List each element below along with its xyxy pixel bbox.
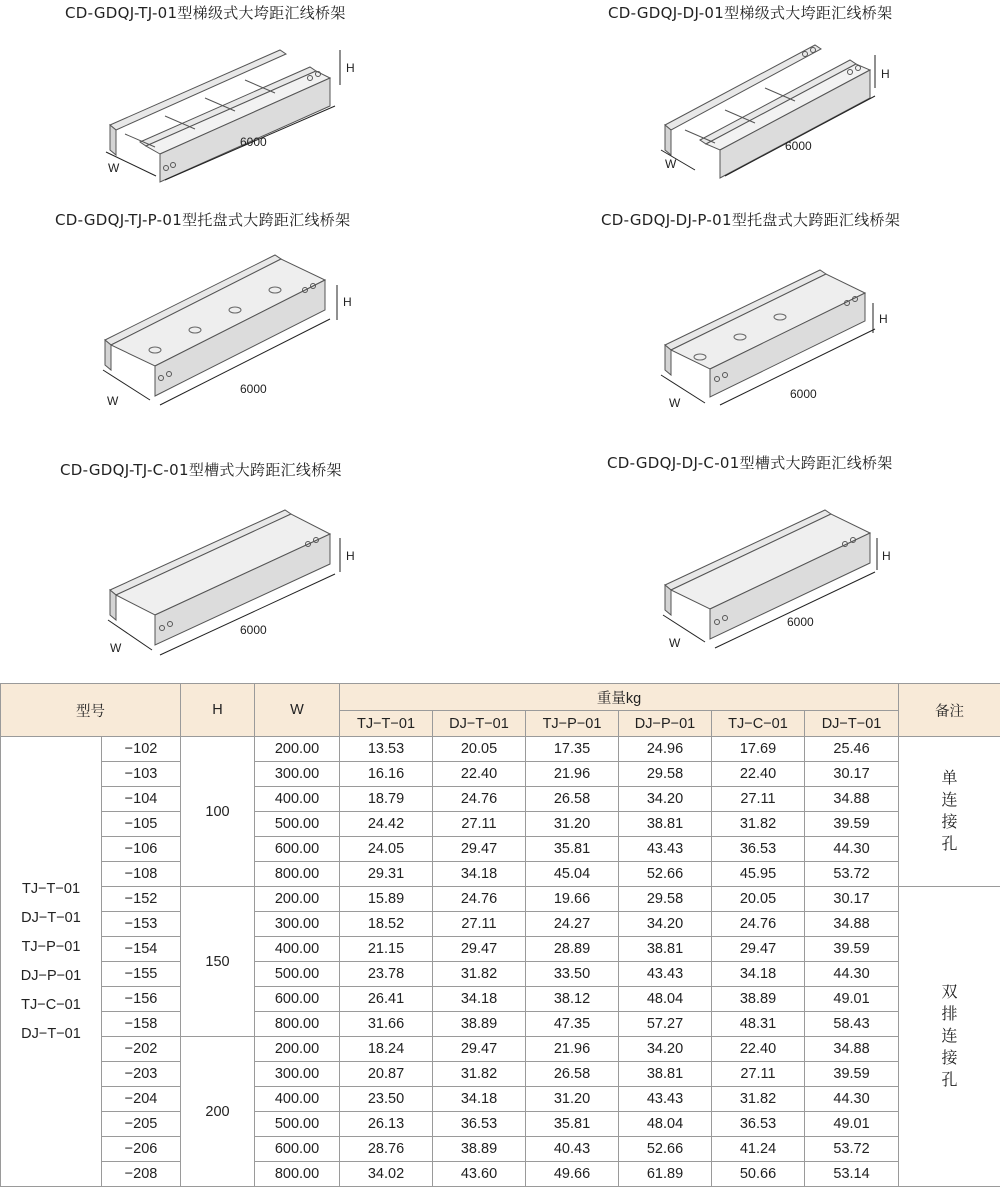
width-value: 400.00 bbox=[255, 1087, 340, 1112]
weight-value: 48.04 bbox=[619, 1112, 712, 1137]
weight-value: 24.76 bbox=[433, 887, 526, 912]
weight-value: 22.40 bbox=[712, 762, 805, 787]
tray-illustration bbox=[655, 255, 935, 415]
weight-value: 31.66 bbox=[340, 1012, 433, 1037]
height-value: 200 bbox=[181, 1037, 255, 1187]
tray-illustration bbox=[95, 240, 375, 415]
table-row bbox=[1, 1112, 1000, 1137]
weight-value: 22.40 bbox=[712, 1037, 805, 1062]
weight-value: 43.43 bbox=[619, 1087, 712, 1112]
weight-value: 26.13 bbox=[340, 1112, 433, 1137]
model-name: TJ−C−01 bbox=[21, 996, 81, 1013]
weight-value: 48.04 bbox=[619, 987, 712, 1012]
model-code: −106 bbox=[102, 837, 181, 862]
width-value: 600.00 bbox=[255, 1137, 340, 1162]
weight-value: 34.18 bbox=[433, 862, 526, 887]
weight-value: 31.82 bbox=[712, 812, 805, 837]
table-row bbox=[1, 962, 1000, 987]
width-value: 600.00 bbox=[255, 987, 340, 1012]
weight-value: 34.88 bbox=[805, 912, 899, 937]
figure-title-dj-c-01: CD-GDQJ-DJ-C-01型槽式大跨距汇线桥架 bbox=[607, 454, 893, 472]
weight-value: 27.11 bbox=[433, 912, 526, 937]
model-code: −203 bbox=[102, 1062, 181, 1087]
weight-value: 57.27 bbox=[619, 1012, 712, 1037]
weight-value: 17.69 bbox=[712, 737, 805, 762]
height-label: H bbox=[881, 67, 890, 81]
table-row bbox=[1, 1012, 1000, 1037]
width-label: W bbox=[669, 396, 681, 410]
length-label: 6000 bbox=[240, 623, 267, 637]
weight-value: 36.53 bbox=[712, 837, 805, 862]
height-value: 150 bbox=[181, 887, 255, 1037]
weight-value: 30.17 bbox=[805, 762, 899, 787]
figure-title-dj-t-01: CD-GDQJ-DJ-01型梯级式大垮距汇线桥架 bbox=[608, 4, 893, 22]
weight-value: 19.66 bbox=[526, 887, 619, 912]
weight-value: 30.17 bbox=[805, 887, 899, 912]
model-code: −108 bbox=[102, 862, 181, 887]
width-value: 300.00 bbox=[255, 762, 340, 787]
model-name: DJ−T−01 bbox=[21, 909, 81, 926]
table-row bbox=[1, 937, 1000, 962]
table-row bbox=[1, 812, 1000, 837]
remark-char: 连 bbox=[941, 791, 958, 809]
weight-value: 23.50 bbox=[340, 1087, 433, 1112]
table-row bbox=[1, 887, 1000, 912]
weight-value: 31.20 bbox=[526, 1087, 619, 1112]
model-code: −103 bbox=[102, 762, 181, 787]
weight-value: 45.04 bbox=[526, 862, 619, 887]
weight-value: 31.20 bbox=[526, 812, 619, 837]
weight-value: 24.42 bbox=[340, 812, 433, 837]
weight-value: 34.88 bbox=[805, 1037, 899, 1062]
weight-value: 20.05 bbox=[712, 887, 805, 912]
length-label: 6000 bbox=[240, 382, 267, 396]
weight-value: 17.35 bbox=[526, 737, 619, 762]
weight-value: 43.60 bbox=[433, 1162, 526, 1187]
header-model: 型号 bbox=[1, 684, 181, 737]
model-code: −204 bbox=[102, 1087, 181, 1112]
remark-char: 单 bbox=[941, 769, 958, 787]
width-label: W bbox=[108, 161, 120, 175]
model-name: DJ−P−01 bbox=[20, 967, 82, 984]
height-label: H bbox=[346, 549, 355, 563]
width-value: 400.00 bbox=[255, 787, 340, 812]
weight-value: 49.01 bbox=[805, 1112, 899, 1137]
model-code: −156 bbox=[102, 987, 181, 1012]
weight-value: 36.53 bbox=[433, 1112, 526, 1137]
weight-value: 39.59 bbox=[805, 1062, 899, 1087]
weight-value: 21.96 bbox=[526, 762, 619, 787]
weight-value: 24.76 bbox=[433, 787, 526, 812]
weight-value: 27.11 bbox=[433, 812, 526, 837]
ladder-tray-illustration bbox=[100, 30, 380, 190]
weight-value: 53.14 bbox=[805, 1162, 899, 1187]
weight-value: 24.76 bbox=[712, 912, 805, 937]
remark-char: 接 bbox=[941, 1049, 958, 1067]
model-code: −105 bbox=[102, 812, 181, 837]
height-label: H bbox=[882, 549, 891, 563]
weight-value: 26.58 bbox=[526, 787, 619, 812]
height-label: H bbox=[346, 61, 355, 75]
weight-value: 24.27 bbox=[526, 912, 619, 937]
weight-value: 40.43 bbox=[526, 1137, 619, 1162]
weight-value: 38.81 bbox=[619, 1062, 712, 1087]
table-row bbox=[1, 1162, 1000, 1187]
header-remark: 备注 bbox=[899, 684, 1000, 737]
model-code: −206 bbox=[102, 1137, 181, 1162]
weight-value: 34.88 bbox=[805, 787, 899, 812]
weight-value: 21.96 bbox=[526, 1037, 619, 1062]
table-row bbox=[1, 1062, 1000, 1087]
width-value: 500.00 bbox=[255, 1112, 340, 1137]
weight-value: 31.82 bbox=[712, 1087, 805, 1112]
weight-value: 20.87 bbox=[340, 1062, 433, 1087]
weight-value: 26.58 bbox=[526, 1062, 619, 1087]
weight-value: 61.89 bbox=[619, 1162, 712, 1187]
weight-value: 31.82 bbox=[433, 1062, 526, 1087]
weight-value: 34.20 bbox=[619, 912, 712, 937]
weight-value: 35.81 bbox=[526, 1112, 619, 1137]
weight-value: 29.47 bbox=[433, 937, 526, 962]
weight-value: 38.89 bbox=[433, 1137, 526, 1162]
remark-char: 孔 bbox=[941, 835, 958, 853]
weight-value: 38.89 bbox=[433, 1012, 526, 1037]
height-label: H bbox=[879, 312, 888, 326]
width-value: 400.00 bbox=[255, 937, 340, 962]
model-list bbox=[1, 737, 102, 1187]
length-label: 6000 bbox=[785, 139, 812, 153]
width-label: W bbox=[665, 157, 677, 171]
subheader-weight: DJ−T−01 bbox=[433, 711, 526, 737]
weight-value: 38.89 bbox=[712, 987, 805, 1012]
table-row bbox=[1, 1037, 1000, 1062]
width-label: W bbox=[110, 641, 122, 655]
model-code: −155 bbox=[102, 962, 181, 987]
weight-value: 22.40 bbox=[433, 762, 526, 787]
weight-value: 34.02 bbox=[340, 1162, 433, 1187]
header-h: H bbox=[181, 684, 255, 737]
remark-char: 连 bbox=[941, 1027, 958, 1045]
table-row bbox=[1, 862, 1000, 887]
figure-title-tj-c-01: CD-GDQJ-TJ-C-01型槽式大跨距汇线桥架 bbox=[60, 461, 342, 479]
weight-value: 27.11 bbox=[712, 1062, 805, 1087]
header-w: W bbox=[255, 684, 340, 737]
weight-value: 38.81 bbox=[619, 937, 712, 962]
weight-value: 44.30 bbox=[805, 1087, 899, 1112]
subheader-weight: DJ−T−01 bbox=[805, 711, 899, 737]
model-code: −102 bbox=[102, 737, 181, 762]
weight-value: 53.72 bbox=[805, 862, 899, 887]
width-value: 200.00 bbox=[255, 887, 340, 912]
weight-value: 29.47 bbox=[433, 1037, 526, 1062]
model-code: −153 bbox=[102, 912, 181, 937]
width-value: 800.00 bbox=[255, 862, 340, 887]
weight-value: 29.47 bbox=[433, 837, 526, 862]
weight-value: 45.95 bbox=[712, 862, 805, 887]
weight-value: 44.30 bbox=[805, 962, 899, 987]
weight-value: 47.35 bbox=[526, 1012, 619, 1037]
height-value: 100 bbox=[181, 737, 255, 887]
weight-value: 34.20 bbox=[619, 1037, 712, 1062]
weight-value: 28.89 bbox=[526, 937, 619, 962]
channel-tray-illustration bbox=[100, 490, 380, 660]
remark-char: 双 bbox=[941, 983, 958, 1001]
length-label: 6000 bbox=[240, 135, 267, 149]
model-code: −202 bbox=[102, 1037, 181, 1062]
ladder-tray-illustration bbox=[655, 30, 935, 190]
remark-cell bbox=[899, 737, 1000, 887]
weight-value: 38.12 bbox=[526, 987, 619, 1012]
subheader-weight: TJ−P−01 bbox=[526, 711, 619, 737]
figure-title-tj-t-01: CD-GDQJ-TJ-01型梯级式大垮距汇线桥架 bbox=[65, 4, 346, 22]
weight-value: 29.47 bbox=[712, 937, 805, 962]
width-value: 500.00 bbox=[255, 812, 340, 837]
weight-value: 43.43 bbox=[619, 962, 712, 987]
weight-value: 29.58 bbox=[619, 762, 712, 787]
weight-value: 41.24 bbox=[712, 1137, 805, 1162]
weight-value: 52.66 bbox=[619, 1137, 712, 1162]
weight-value: 48.31 bbox=[712, 1012, 805, 1037]
weight-value: 13.53 bbox=[340, 737, 433, 762]
weight-value: 18.24 bbox=[340, 1037, 433, 1062]
remark-char: 排 bbox=[941, 1005, 958, 1023]
weight-value: 23.78 bbox=[340, 962, 433, 987]
weight-value: 38.81 bbox=[619, 812, 712, 837]
weight-value: 43.43 bbox=[619, 837, 712, 862]
width-value: 800.00 bbox=[255, 1162, 340, 1187]
width-label: W bbox=[107, 394, 119, 408]
weight-value: 18.79 bbox=[340, 787, 433, 812]
model-code: −104 bbox=[102, 787, 181, 812]
weight-value: 26.41 bbox=[340, 987, 433, 1012]
model-name: DJ−T−01 bbox=[21, 1025, 81, 1042]
weight-value: 53.72 bbox=[805, 1137, 899, 1162]
weight-value: 31.82 bbox=[433, 962, 526, 987]
table-row bbox=[1, 737, 1000, 762]
length-label: 6000 bbox=[787, 615, 814, 629]
remark-char: 接 bbox=[941, 813, 958, 831]
weight-value: 15.89 bbox=[340, 887, 433, 912]
length-label: 6000 bbox=[790, 387, 817, 401]
table-row bbox=[1, 1137, 1000, 1162]
remark-cell bbox=[899, 887, 1000, 1187]
weight-value: 49.01 bbox=[805, 987, 899, 1012]
table-row bbox=[1, 987, 1000, 1012]
width-value: 600.00 bbox=[255, 837, 340, 862]
weight-value: 34.18 bbox=[712, 962, 805, 987]
width-label: W bbox=[669, 636, 681, 650]
weight-value: 33.50 bbox=[526, 962, 619, 987]
weight-value: 49.66 bbox=[526, 1162, 619, 1187]
width-value: 800.00 bbox=[255, 1012, 340, 1037]
remark-char: 孔 bbox=[941, 1071, 958, 1089]
weight-value: 34.20 bbox=[619, 787, 712, 812]
table-row bbox=[1, 912, 1000, 937]
table-row bbox=[1, 1087, 1000, 1112]
width-value: 300.00 bbox=[255, 912, 340, 937]
height-label: H bbox=[343, 295, 352, 309]
figure-title-tj-p-01: CD-GDQJ-TJ-P-01型托盘式大跨距汇线桥架 bbox=[55, 211, 351, 229]
weight-value: 24.05 bbox=[340, 837, 433, 862]
subheader-weight: TJ−T−01 bbox=[340, 711, 433, 737]
subheader-weight: DJ−P−01 bbox=[619, 711, 712, 737]
weight-value: 25.46 bbox=[805, 737, 899, 762]
weight-value: 20.05 bbox=[433, 737, 526, 762]
width-value: 500.00 bbox=[255, 962, 340, 987]
width-value: 300.00 bbox=[255, 1062, 340, 1087]
channel-tray-illustration bbox=[655, 490, 935, 660]
weight-value: 21.15 bbox=[340, 937, 433, 962]
table-row bbox=[1, 787, 1000, 812]
width-value: 200.00 bbox=[255, 737, 340, 762]
model-code: −154 bbox=[102, 937, 181, 962]
weight-value: 39.59 bbox=[805, 937, 899, 962]
table-row bbox=[1, 837, 1000, 862]
weight-value: 29.31 bbox=[340, 862, 433, 887]
weight-value: 24.96 bbox=[619, 737, 712, 762]
weight-value: 39.59 bbox=[805, 812, 899, 837]
subheader-weight: TJ−C−01 bbox=[712, 711, 805, 737]
model-code: −152 bbox=[102, 887, 181, 912]
weight-value: 34.18 bbox=[433, 987, 526, 1012]
weight-value: 36.53 bbox=[712, 1112, 805, 1137]
weight-value: 28.76 bbox=[340, 1137, 433, 1162]
weight-spec-table bbox=[0, 683, 1000, 1187]
figure-title-dj-p-01: CD-GDQJ-DJ-P-01型托盘式大跨距汇线桥架 bbox=[601, 211, 901, 229]
model-code: −208 bbox=[102, 1162, 181, 1187]
model-code: −158 bbox=[102, 1012, 181, 1037]
weight-value: 18.52 bbox=[340, 912, 433, 937]
model-code: −205 bbox=[102, 1112, 181, 1137]
weight-value: 35.81 bbox=[526, 837, 619, 862]
table-row bbox=[1, 762, 1000, 787]
header-weight: 重量kg bbox=[340, 684, 899, 711]
weight-value: 58.43 bbox=[805, 1012, 899, 1037]
weight-value: 44.30 bbox=[805, 837, 899, 862]
weight-value: 34.18 bbox=[433, 1087, 526, 1112]
weight-value: 16.16 bbox=[340, 762, 433, 787]
weight-value: 27.11 bbox=[712, 787, 805, 812]
weight-value: 29.58 bbox=[619, 887, 712, 912]
weight-value: 50.66 bbox=[712, 1162, 805, 1187]
model-name: TJ−T−01 bbox=[21, 880, 81, 897]
model-name: TJ−P−01 bbox=[21, 938, 81, 955]
weight-value: 52.66 bbox=[619, 862, 712, 887]
width-value: 200.00 bbox=[255, 1037, 340, 1062]
